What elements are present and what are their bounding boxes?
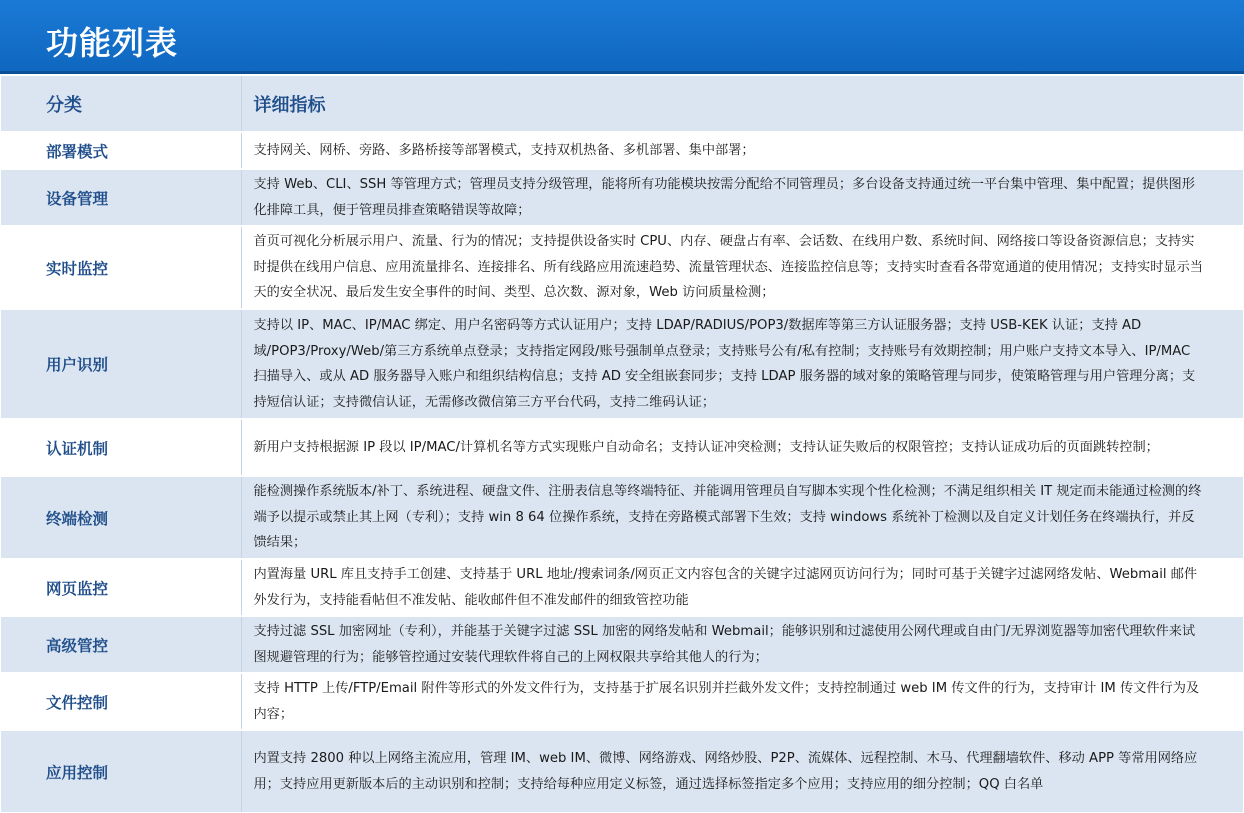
table-row [1, 226, 1243, 309]
row-detail: 内置海量 URL 库且支持手工创建、支持基于 URL 地址/搜索词条/网页正文内容包含的关键字过滤网页访问行为；同时可基于关键字过滤网络发帖、Webmail 邮件外发行为，支持能看帖但不准发帖、能收邮件但不准发邮件的细致管控功能 [241, 559, 1243, 616]
row-category: 网页监控 [1, 559, 241, 616]
row-category: 终端检测 [1, 476, 241, 559]
row-detail: 支持过滤 SSL 加密网址（专利），并能基于关键字过滤 SSL 加密的网络发帖和 Webmail；能够识别和过滤使用公网代理或自由门/无界浏览器等加密代理软件来试图规避管理的行为；能够管控通过安装代理软件将自己的上网权限共享给其他人的行为； [241, 616, 1243, 673]
table-row [1, 616, 1243, 673]
table-row [1, 476, 1243, 559]
row-category: 用户识别 [1, 309, 241, 419]
row-category: 实时监控 [1, 226, 241, 309]
page-title: 功能列表 [46, 24, 179, 62]
table-row [1, 419, 1243, 476]
row-category: 认证机制 [1, 419, 241, 476]
row-detail: 内置支持 2800 种以上网络主流应用，管理 IM、web IM、微博、网络游戏、网络炒股、P2P、流媒体、远程控制、木马、代理翻墙软件、移动 APP 等常用网络应用；支持应用更新版本后的主动识别和控制；支持给每种应用定义标签，通过选择标签指定多个应用；支持应用的细分控制；QQ 白名单 [241, 730, 1243, 813]
row-category: 文件控制 [1, 673, 241, 730]
row-detail: 能检测操作系统版本/补丁、系统进程、硬盘文件、注册表信息等终端特征、并能调用管理员自写脚本实现个性化检测；不满足组织相关 IT 规定而未能通过检测的终端予以提示或禁止其上网（专利）；支持 win 8 64 位操作系统，支持在旁路模式部署下生效；支持 windows 系统补丁检测以及自定义计划任务在终端执行，并反馈结果； [241, 476, 1243, 559]
table-row [1, 730, 1243, 813]
table-row [1, 169, 1243, 226]
table-row [1, 559, 1243, 616]
row-category: 应用控制 [1, 730, 241, 813]
row-detail: 支持以 IP、MAC、IP/MAC 绑定、用户名密码等方式认证用户；支持 LDAP/RADIUS/POP3/数据库等第三方认证服务器；支持 USB-KEK 认证；支持 AD 域/POP3/Proxy/Web/第三方系统单点登录；支持指定网段/账号强制单点登录；支持账号公有/私有控制；支持账号有效期控制；用户账户支持文本导入、IP/MAC 扫描导入、或从 AD 服务器导入账户和组织结构信息；支持 AD 安全组嵌套同步；支持 LDAP 服务器的域对象的策略管理与同步，使策略管理与用户管理分离；支持短信认证；支持微信认证，无需修改微信第三方平台代码，支持二维码认证； [241, 309, 1243, 419]
header-detail: 详细指标 [241, 76, 1243, 132]
table-row [1, 309, 1243, 419]
table-row [1, 132, 1243, 169]
row-detail: 支持 HTTP 上传/FTP/Email 附件等形式的外发文件行为，支持基于扩展名识别并拦截外发文件；支持控制通过 web IM 传文件的行为，支持审计 IM 传文件行为及内容； [241, 673, 1243, 730]
row-detail: 支持 Web、CLI、SSH 等管理方式；管理员支持分级管理，能将所有功能模块按需分配给不同管理员；多台设备支持通过统一平台集中管理、集中配置；提供图形化排障工具，便于管理员排查策略错误等故障； [241, 169, 1243, 226]
row-detail: 新用户支持根据源 IP 段以 IP/MAC/计算机名等方式实现账户自动命名；支持认证冲突检测；支持认证失败后的权限管控；支持认证成功后的页面跳转控制； [241, 419, 1243, 476]
row-category: 部署模式 [1, 132, 241, 169]
table-row [1, 673, 1243, 730]
table-header-row [1, 76, 1243, 132]
title-bar [0, 0, 1244, 74]
row-category: 设备管理 [1, 169, 241, 226]
row-category: 高级管控 [1, 616, 241, 673]
row-detail: 支持网关、网桥、旁路、多路桥接等部署模式，支持双机热备、多机部署、集中部署； [241, 132, 1243, 169]
feature-table [1, 76, 1243, 813]
header-category: 分类 [1, 76, 241, 132]
row-detail: 首页可视化分析展示用户、流量、行为的情况；支持提供设备实时 CPU、内存、硬盘占有率、会话数、在线用户数、系统时间、网络接口等设备资源信息；支持实时提供在线用户信息、应用流量排名、连接排名、所有线路应用流速趋势、流量管理状态、连接监控信息等；支持实时查看各带宽通道的使用情况；支持实时显示当天的安全状况、最后发生安全事件的时间、类型、总次数、源对象，Web 访问质量检测； [241, 226, 1243, 309]
